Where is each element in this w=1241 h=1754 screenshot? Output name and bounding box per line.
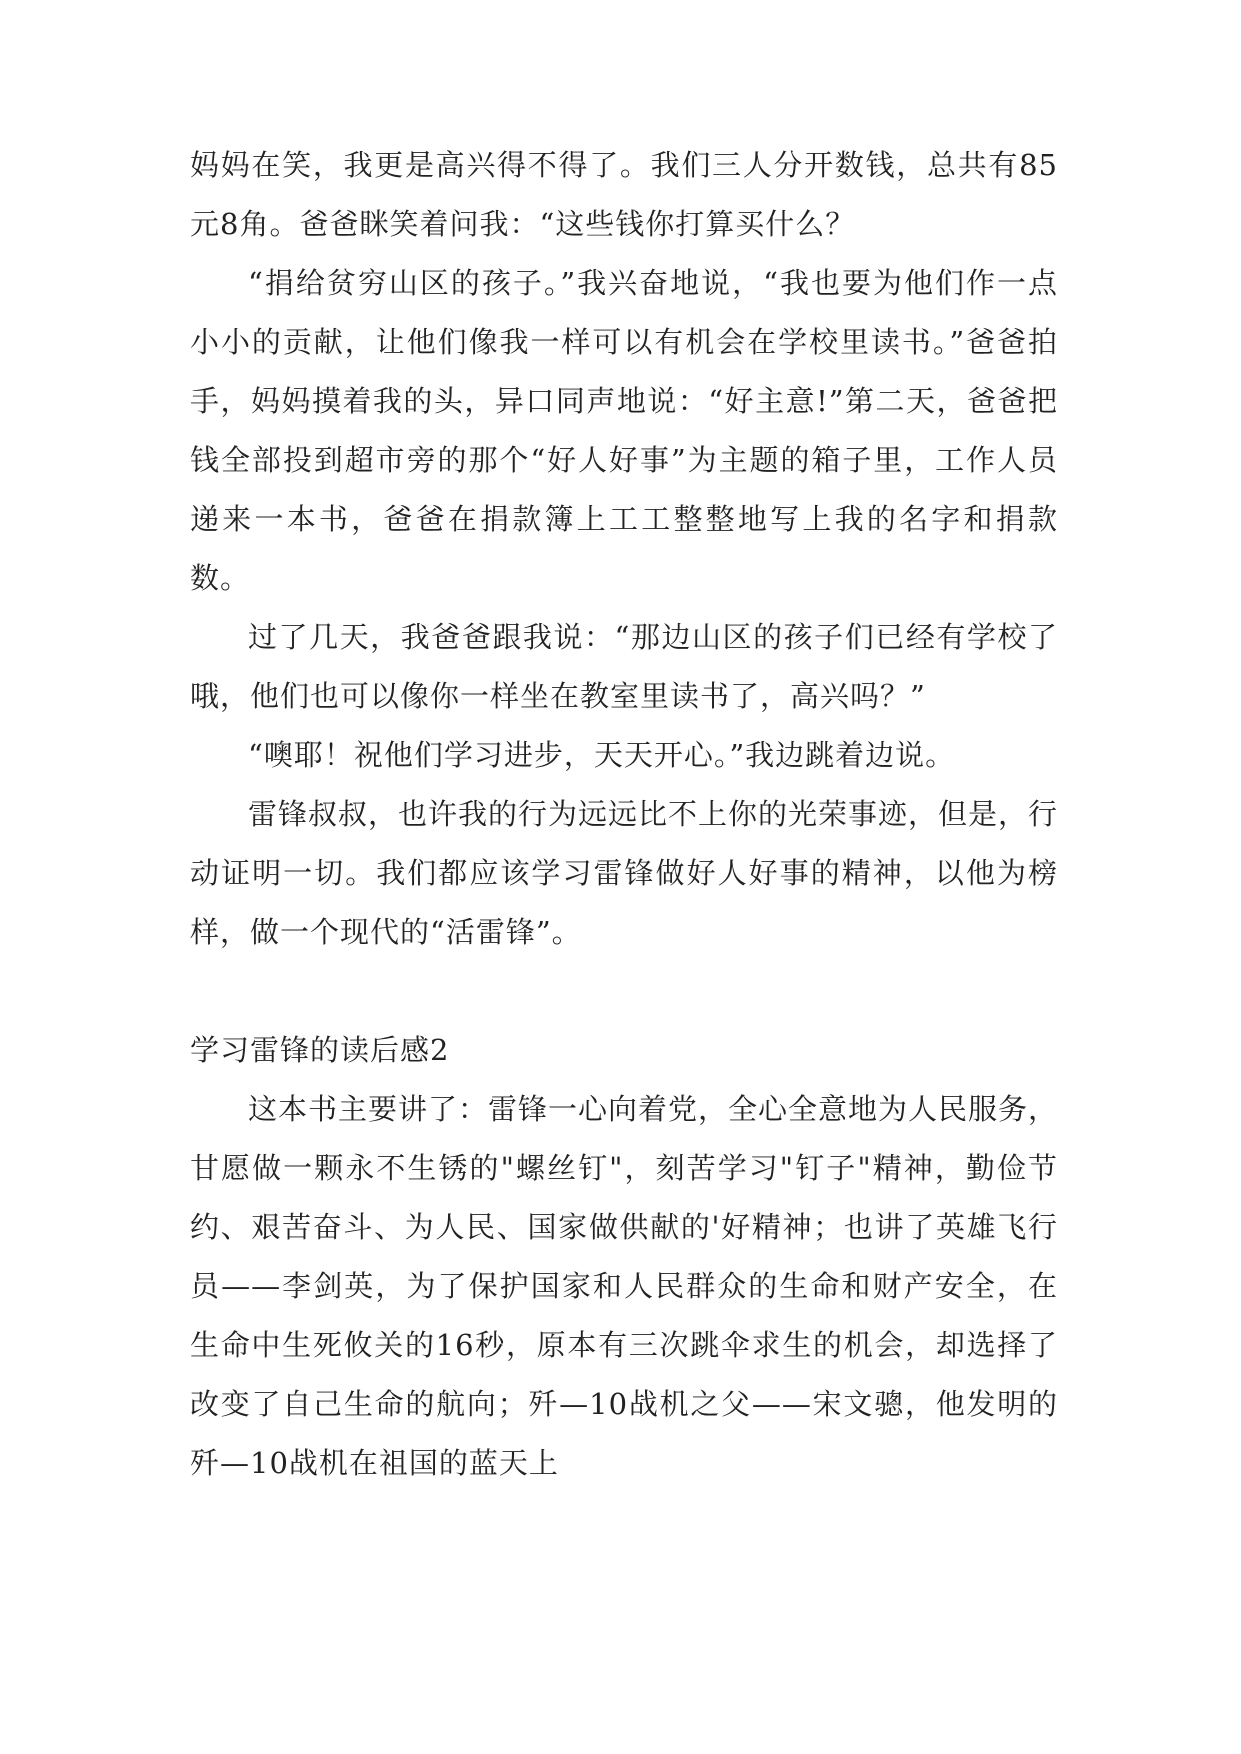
section-1-body [190, 136, 1058, 962]
paragraph: 妈妈在笑，我更是高兴得不得了。我们三人分开数钱，总共有85元8角。爸爸眯笑着问我：“这些钱你打算买什么？ [190, 148, 1058, 241]
paragraph: 过了几天，我爸爸跟我说：“那边山区的孩子们已经有学校了哦，他们也可以像你一样坐在教室里读书了，高兴吗？” [190, 620, 1058, 713]
section-2-body [190, 1080, 1058, 1493]
paragraph: “捐给贫穷山区的孩子。”我兴奋地说，“我也要为他们作一点小小的贡献，让他们像我一样可以有机会在学校里读书。”爸爸拍手，妈妈摸着我的头，异口同声地说：“好主意!”第二天，爸爸把钱全部投到超市旁的那个“好人好事”为主题的箱子里，工作人员递来一本书，爸爸在捐款簿上工工整整地写上我的名字和捐款数。 [190, 266, 1058, 595]
section-title: 学习雷锋的读后感2 [190, 1033, 450, 1067]
paragraph: 这本书主要讲了：雷锋一心向着党，全心全意地为人民服务，甘愿做一颗永不生锈的"螺丝钉"，刻苦学习"钉子"精神，勤俭节约、艰苦奋斗、为人民、国家做供献的'好精神；也讲了英雄飞行员——李剑英，为了保护国家和人民群众的生命和财产安全，在生命中生死攸关的16秒，原本有三次跳伞求生的机会，却选择了改变了自己生命的航向；歼—10战机之父——宋文骢，他发明的歼—10战机在祖国的蓝天上 [190, 1092, 1059, 1480]
paragraph: “噢耶！祝他们学习进步，天天开心。”我边跳着边说。 [248, 738, 956, 772]
paragraph: 雷锋叔叔，也许我的行为远远比不上你的光荣事迹，但是，行动证明一切。我们都应该学习雷锋做好人好事的精神，以他为榜样，做一个现代的“活雷锋”。 [190, 797, 1059, 949]
